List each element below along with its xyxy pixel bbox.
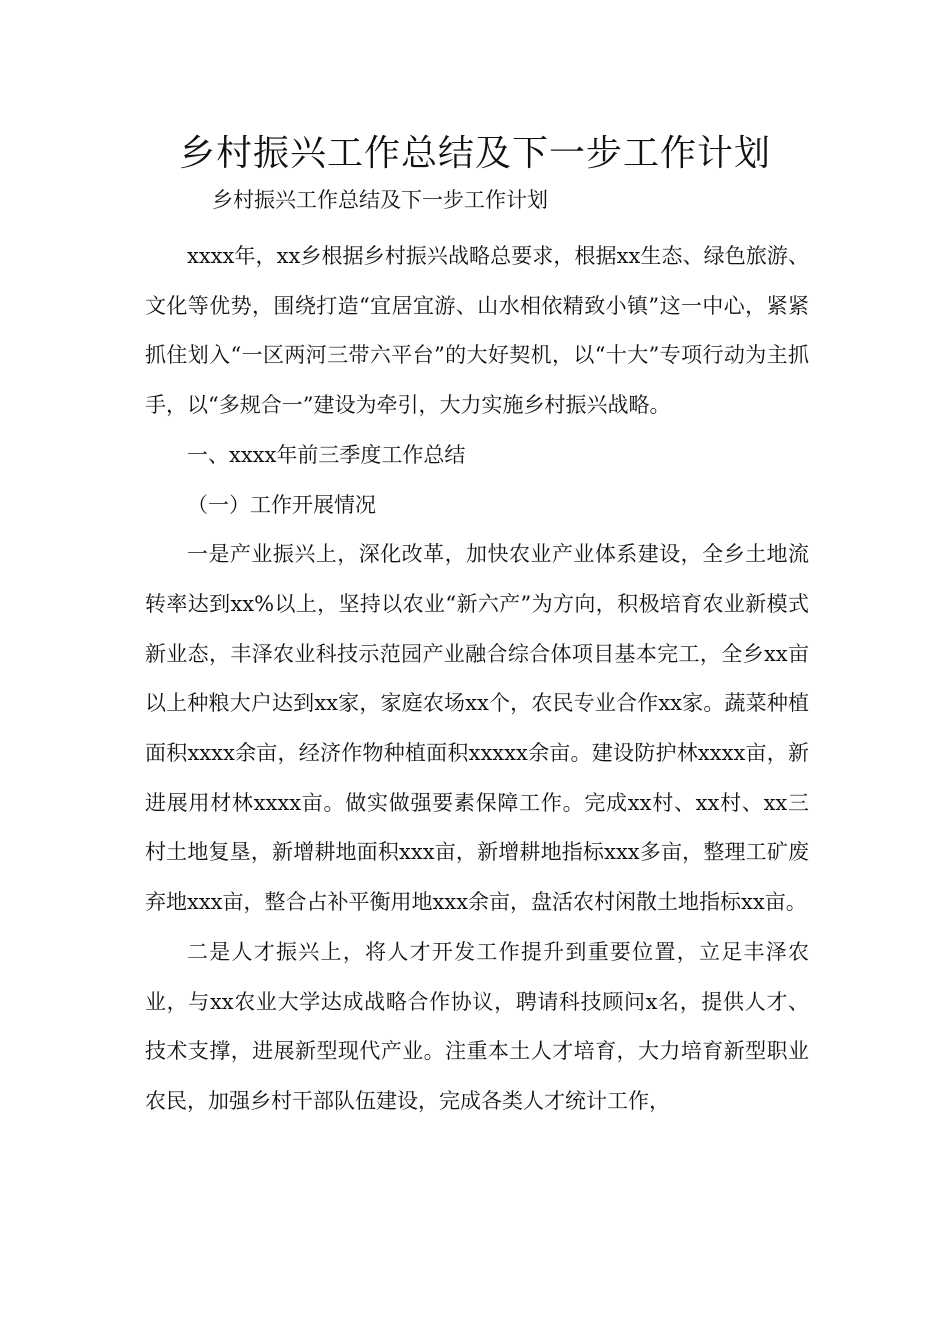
document-subtitle: 乡村振兴工作总结及下一步工作计划 (212, 188, 548, 212)
document-body (145, 232, 809, 1127)
subsection-heading: （一）工作开展情况 (187, 492, 376, 517)
document-title: 乡村振兴工作总结及下一步工作计划 (178, 133, 771, 174)
paragraph-industry: 一是产业振兴上，深化改革，加快农业产业体系建设，全乡土地流转率达到xx%以上，坚持以农业“新六产”为方向，积极培育农业新模式新业态，丰泽农业科技示范园产业融合综合体项目基本完工，全乡xx亩以上种粮大户达到xx家，家庭农场xx个，农民专业合作xx家。蔬菜种植面积xxxx余亩，经济作物种植面积xxxxx余亩。建设防护林xxxx亩，新进展用材林xxxx亩。做实做强要素保障工作。完成xx村、xx村、xx三村土地复垦，新增耕地面积xxx亩，新增耕地指标xxx多亩，整理工矿废弃地xxx亩，整合占补平衡用地xxx余亩，盘活农村闲散土地指标xx亩。 (145, 542, 809, 915)
paragraph-talent: 二是人才振兴上，将人才开发工作提升到重要位置，立足丰泽农业，与xx农业大学达成战略合作协议，聘请科技顾问x名，提供人才、技术支撑，进展新型现代产业。注重本土人才培育，大力培育新型职业农民，加强乡村干部队伍建设，完成各类人才统计工作， (145, 939, 809, 1113)
paragraph-intro: xxxx年，xx乡根据乡村振兴战略总要求，根据xx生态、绿色旅游、文化等优势，围绕打造“宜居宜游、山水相依精致小镇”这一中心，紧紧抓住划入“一区两河三带六平台”的大好契机，以“十大”专项行动为主抓手，以“多规合一”建设为牵引，大力实施乡村振兴战略。 (145, 244, 809, 418)
section-heading: 一、xxxx年前三季度工作总结 (187, 442, 466, 467)
